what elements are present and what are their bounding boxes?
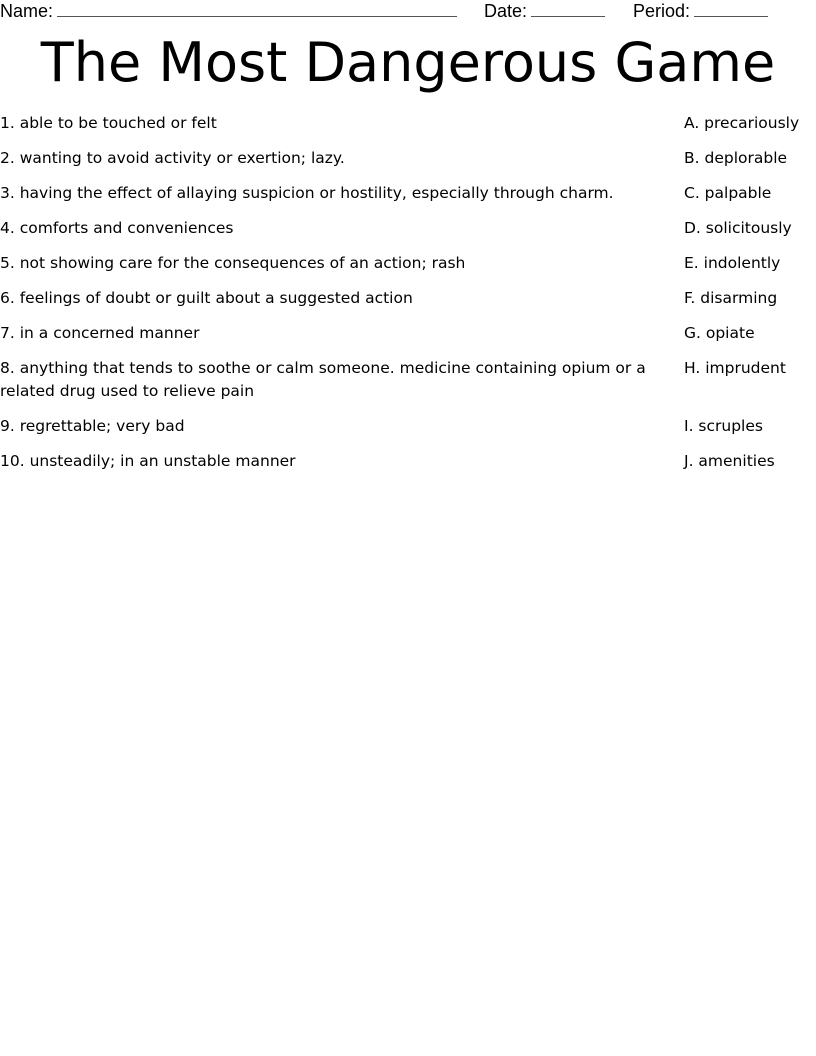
answer-option: A. precariously — [684, 114, 800, 132]
matching-row — [0, 357, 816, 403]
period-label: Period: — [633, 1, 691, 21]
answer-option: F. disarming — [684, 289, 778, 307]
answer-option: D. solicitously — [684, 219, 792, 237]
answer-option: H. imprudent — [684, 359, 786, 377]
matching-row — [0, 112, 816, 135]
date-label: Date: — [484, 1, 528, 21]
matching-row — [0, 182, 816, 205]
date-field — [484, 0, 605, 22]
matching-row — [0, 415, 816, 438]
clue-text: 7. in a concerned manner — [0, 324, 200, 342]
clue-text: 5. not showing care for the consequences of an action; rash — [0, 254, 466, 272]
matching-row — [0, 147, 816, 170]
answer-option: B. deplorable — [684, 149, 788, 167]
page-title: The Most Dangerous Game — [40, 31, 776, 94]
clue-text: 10. unsteadily; in an unstable manner — [0, 452, 296, 470]
matching-row — [0, 252, 816, 275]
clue-text: 2. wanting to avoid activity or exertion; lazy. — [0, 149, 345, 167]
answer-option: E. indolently — [684, 254, 781, 272]
matching-row — [0, 217, 816, 240]
date-blank-line[interactable] — [531, 1, 605, 17]
clue-text: 1. able to be touched or felt — [0, 114, 217, 132]
period-field — [633, 0, 768, 22]
name-blank-line[interactable] — [57, 1, 457, 17]
matching-row — [0, 450, 816, 473]
answer-option: J. amenities — [684, 452, 775, 470]
name-field — [0, 0, 457, 22]
answer-option: G. opiate — [684, 324, 755, 342]
matching-list — [0, 112, 816, 485]
matching-row — [0, 322, 816, 345]
matching-row — [0, 287, 816, 310]
answer-option: I. scruples — [684, 417, 763, 435]
clue-text: 9. regrettable; very bad — [0, 417, 185, 435]
clue-text: 6. feelings of doubt or guilt about a suggested action — [0, 289, 413, 307]
clue-text: 4. comforts and conveniences — [0, 219, 234, 237]
period-blank-line[interactable] — [694, 1, 768, 17]
clue-text: 8. anything that tends to soothe or calm someone. medicine containing opium or a related drug used to relieve pain — [0, 359, 646, 400]
name-label: Name: — [0, 1, 54, 21]
worksheet-header — [0, 0, 816, 22]
answer-option: C. palpable — [684, 184, 772, 202]
clue-text: 3. having the effect of allaying suspicion or hostility, especially through charm. — [0, 184, 614, 202]
